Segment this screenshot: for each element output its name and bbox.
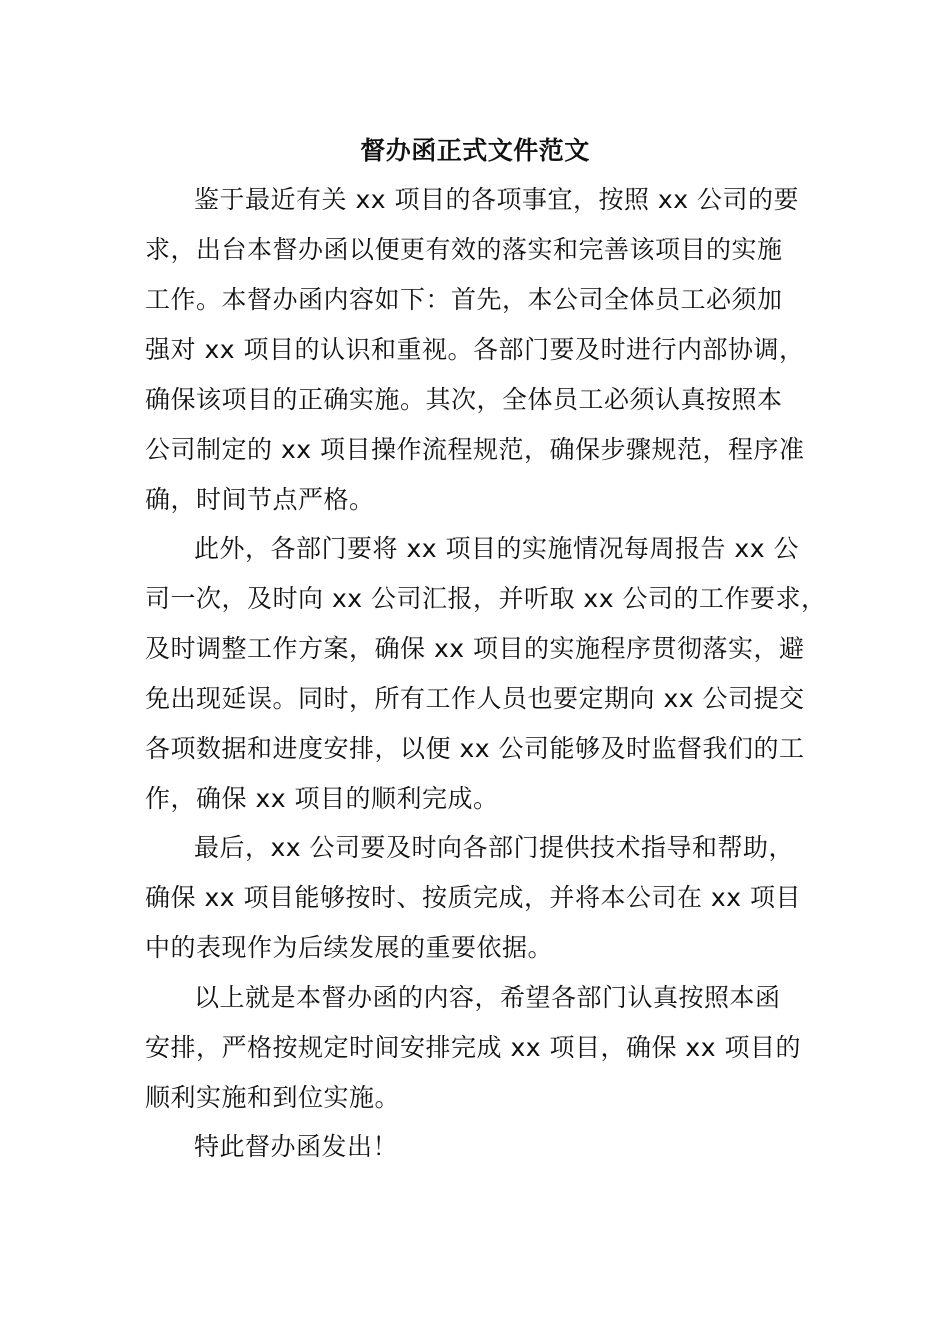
paragraph-2-line-4: 免出现延误。同时，所有工作人员也要定期向 xx 公司提交 bbox=[145, 684, 805, 713]
paragraph-2-line-6: 作，确保 xx 项目的顺利完成。 bbox=[145, 784, 499, 813]
paragraph-5-line-1: 特此督办函发出！ bbox=[194, 1132, 399, 1161]
paragraph-3-line-3: 中的表现作为后续发展的重要依据。 bbox=[145, 933, 554, 962]
paragraph-4-line-1: 以上就是本督办函的内容，希望各部门认真按照本函 bbox=[194, 983, 781, 1012]
paragraph-1-line-1: 鉴于最近有关 xx 项目的各项事宜，按照 xx 公司的要 bbox=[194, 185, 799, 214]
paragraph-2-line-5: 各项数据和进度安排，以便 xx 公司能够及时监督我们的工 bbox=[145, 734, 805, 763]
paragraph-1-line-6: 公司制定的 xx 项目操作流程规范，确保步骤规范，程序准 bbox=[145, 435, 805, 464]
paragraph-4-line-3: 顺利实施和到位实施。 bbox=[145, 1083, 401, 1112]
paragraph-1-line-5: 确保该项目的正确实施。其次，全体员工必须认真按照本 bbox=[145, 385, 783, 414]
paragraph-3-line-2: 确保 xx 项目能够按时、按质完成，并将本公司在 xx 项目 bbox=[145, 883, 801, 912]
paragraph-1-line-3: 工作。本督办函内容如下：首先，本公司全体员工必须加 bbox=[145, 285, 783, 314]
document-title: 督办函正式文件范文 bbox=[360, 136, 590, 165]
paragraph-1-line-2: 求，出台本督办函以便更有效的落实和完善该项目的实施 bbox=[145, 235, 783, 264]
paragraph-1-line-4: 强对 xx 项目的认识和重视。各部门要及时进行内部协调， bbox=[145, 335, 805, 364]
paragraph-3-line-1: 最后，xx 公司要及时向各部门提供技术指导和帮助， bbox=[194, 833, 795, 862]
paragraph-2-line-3: 及时调整工作方案，确保 xx 项目的实施程序贯彻落实，避 bbox=[145, 634, 805, 663]
paragraph-1-line-7: 确，时间节点严格。 bbox=[145, 485, 375, 514]
paragraph-4-line-2: 安排，严格按规定时间安排完成 xx 项目，确保 xx 项目的 bbox=[145, 1033, 801, 1062]
paragraph-2-line-1: 此外，各部门要将 xx 项目的实施情况每周报告 xx 公 bbox=[194, 534, 799, 563]
paragraph-2-line-2: 司一次，及时向 xx 公司汇报，并听取 xx 公司的工作要求， bbox=[145, 584, 827, 613]
